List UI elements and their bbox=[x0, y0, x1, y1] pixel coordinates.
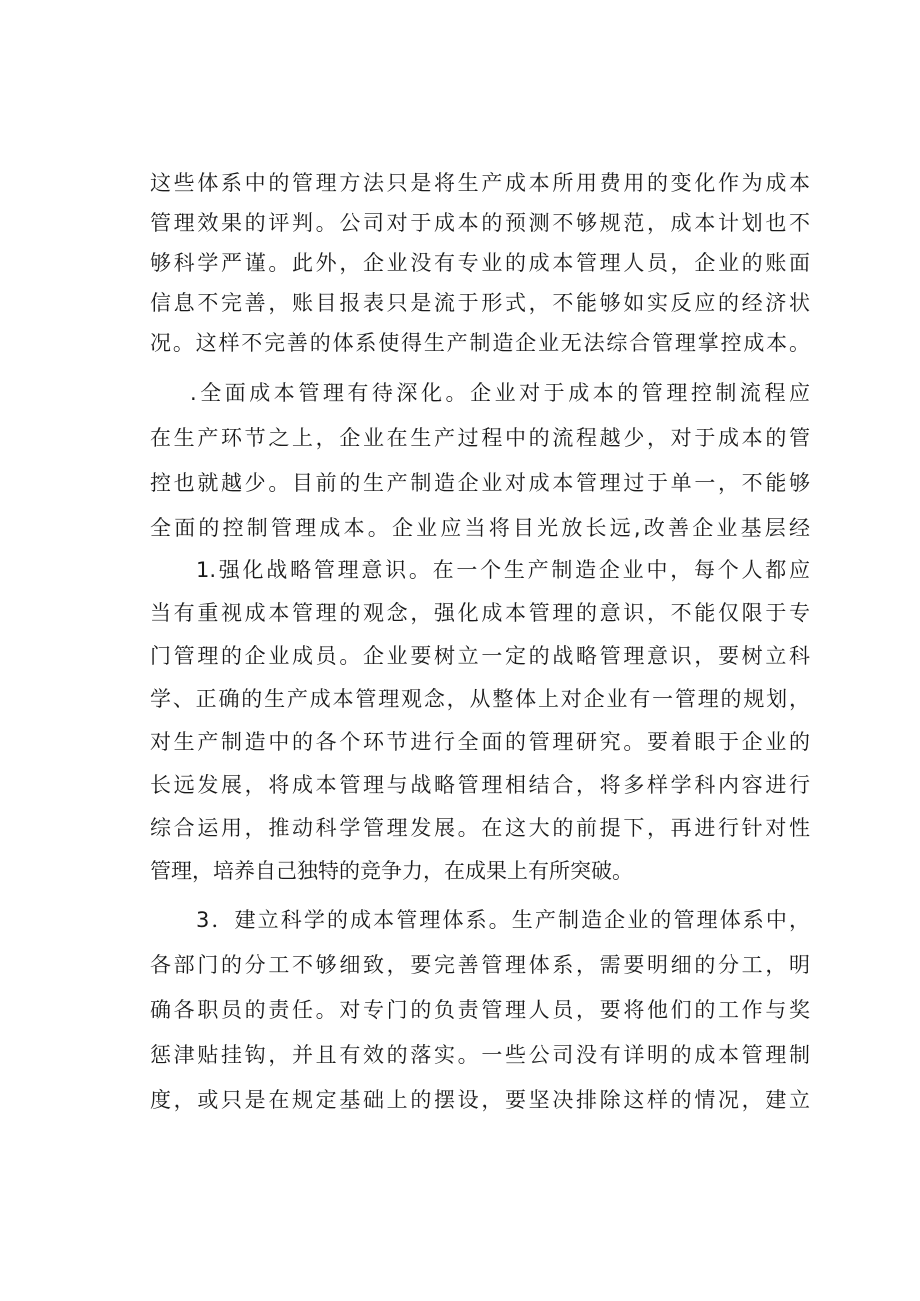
paragraph-1-line-1: 这些体系中的管理方法只是将生产成本所用费用的变化作为成本 bbox=[150, 171, 810, 195]
paragraph-3-line-5: 对生产制造中的各个环节进行全面的管理研究。要着眼于企业的 bbox=[150, 730, 810, 754]
paragraph-2-line-2: 在生产环节之上，企业在生产过程中的流程越少，对于成本的管 bbox=[150, 426, 810, 450]
paragraph-3-line-4: 学、正确的生产成本管理观念，从整体上对企业有一管理的规划， bbox=[150, 687, 810, 711]
paragraph-2-line-4: 全面的控制管理成本。企业应当将目光放长远,改善企业基层经 bbox=[150, 516, 810, 540]
paragraph-3-line-6: 长远发展，将成本管理与战略管理相结合，将多样学科内容进行 bbox=[150, 773, 810, 797]
paragraph-4-line-4: 惩津贴挂钩，并且有效的落实。一些公司没有详明的成本管理制 bbox=[150, 1043, 810, 1067]
paragraph-3-line-8: 管理，培养自己独特的竞争力，在成果上有所突破。 bbox=[150, 859, 633, 883]
paragraph-4-line-5: 度，或只是在规定基础上的摆设，要坚决排除这样的情况，建立 bbox=[150, 1088, 810, 1112]
paragraph-1-line-4: 信息不完善，账目报表只是流于形式，不能够如实反应的经济状 bbox=[150, 291, 810, 315]
paragraph-4-line-2: 各部门的分工不够细致，要完善管理体系，需要明细的分工，明 bbox=[150, 953, 810, 977]
paragraph-3-line-1: 1.强化战略管理意识。在一个生产制造企业中，每个人都应 bbox=[196, 558, 810, 582]
paragraph-2-line-3: 控也就越少。目前的生产制造企业对成本管理过于单一，不能够 bbox=[150, 471, 810, 495]
paragraph-4-line-1: 3．建立科学的成本管理体系。生产制造企业的管理体系中， bbox=[196, 908, 810, 932]
paragraph-2-line-1: .全面成本管理有待深化。企业对于成本的管理控制流程应 bbox=[190, 381, 810, 405]
paragraph-3-line-3: 门管理的企业成员。企业要树立一定的战略管理意识，要树立科 bbox=[150, 644, 810, 668]
paragraph-3-line-2: 当有重视成本管理的观念，强化成本管理的意识，不能仅限于专 bbox=[150, 601, 810, 625]
paragraph-3-line-7: 综合运用，推动科学管理发展。在这大的前提下，再进行针对性 bbox=[150, 816, 810, 840]
paragraph-1-line-2: 管理效果的评判。公司对于成本的预测不够规范，成本计划也不 bbox=[150, 211, 810, 235]
paragraph-4-line-3: 确各职员的责任。对专门的负责管理人员，要将他们的工作与奖 bbox=[150, 998, 810, 1022]
paragraph-1-line-5: 况。这样不完善的体系使得生产制造企业无法综合管理掌控成本。 bbox=[150, 331, 810, 355]
paragraph-1-line-3: 够科学严谨。此外，企业没有专业的成本管理人员，企业的账面 bbox=[150, 251, 810, 275]
